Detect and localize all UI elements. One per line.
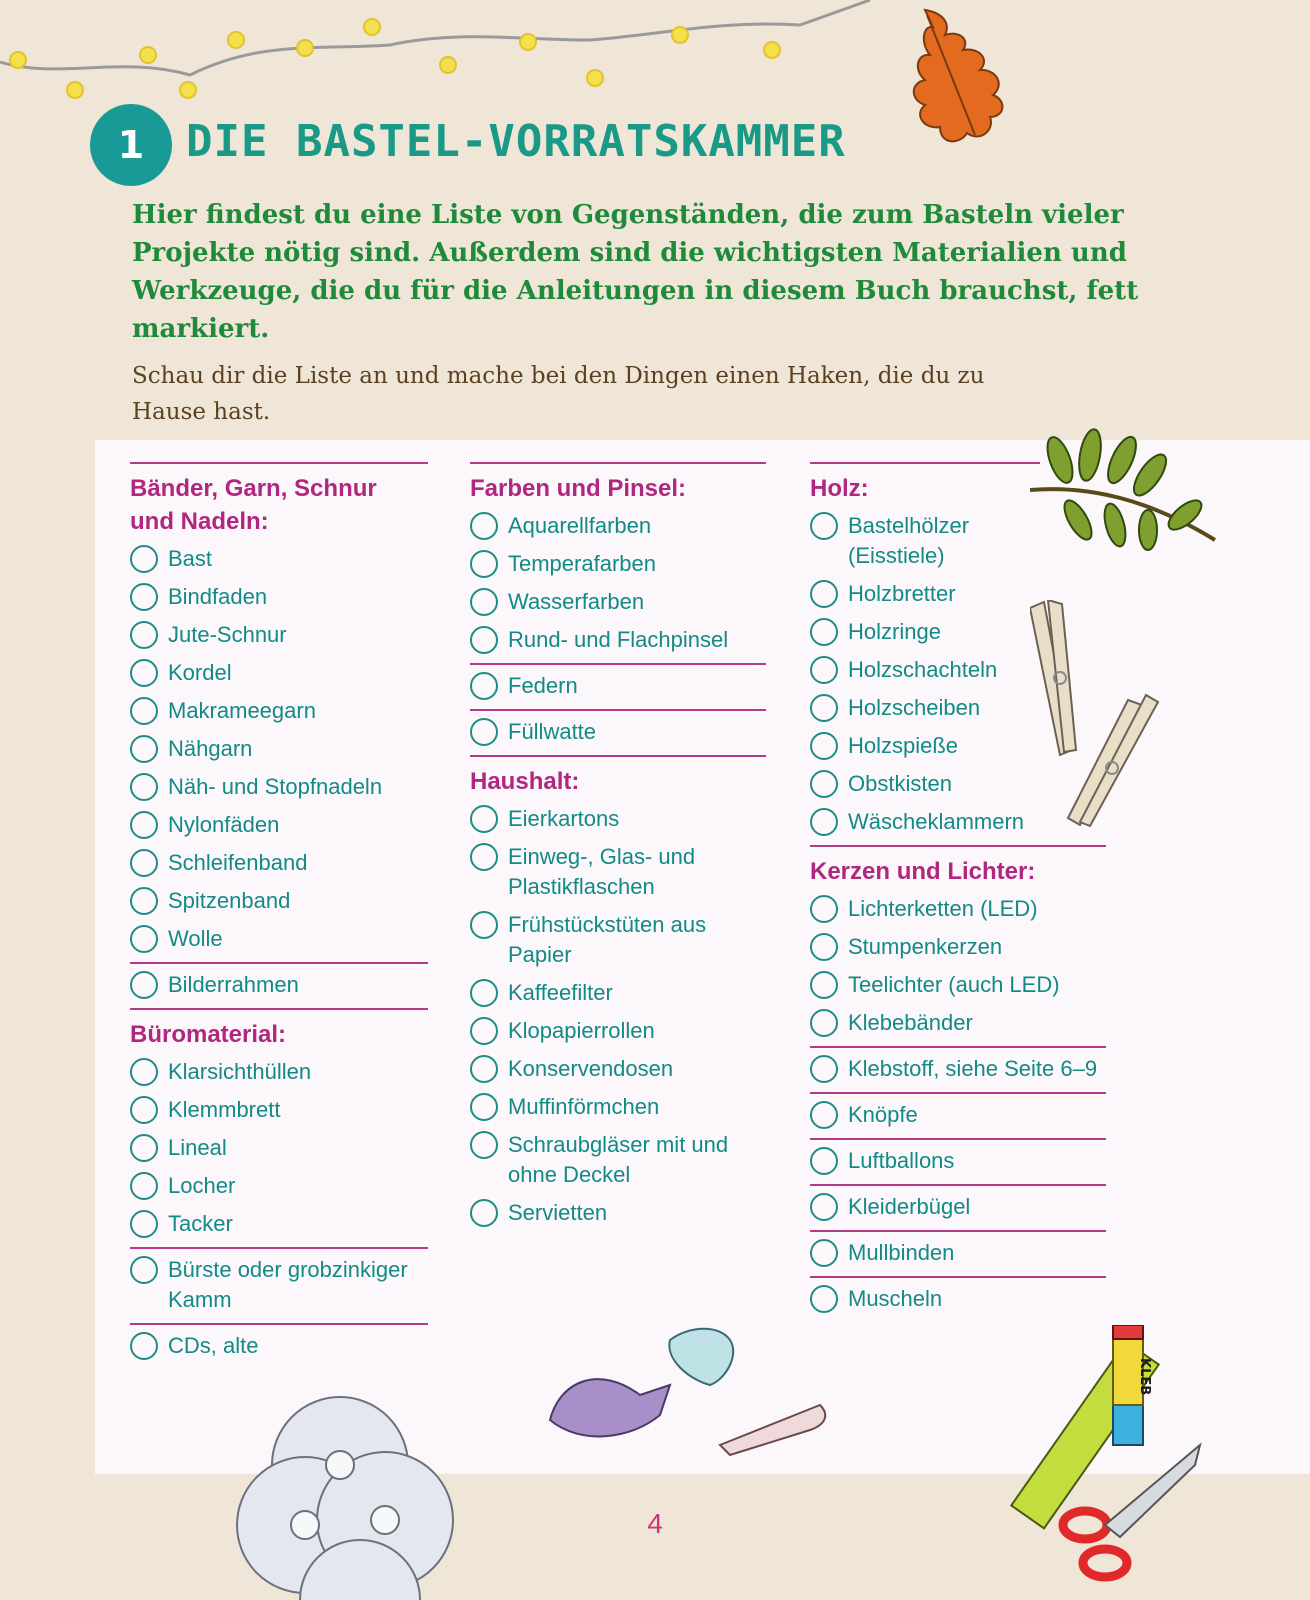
- list-item[interactable]: [130, 772, 428, 802]
- checkbox[interactable]: [810, 580, 838, 608]
- item-label: Spitzenband: [168, 888, 291, 913]
- checkbox[interactable]: [470, 718, 498, 746]
- group-muscheln: [810, 1276, 1106, 1314]
- list-item[interactable]: [130, 734, 428, 764]
- list-item[interactable]: [810, 1008, 1106, 1038]
- item-label: Rund- und Flachpinsel: [508, 627, 729, 652]
- item-label: Bilderrahmen: [168, 972, 299, 997]
- list-item[interactable]: [810, 1192, 1106, 1222]
- checkbox[interactable]: [810, 618, 838, 646]
- list-item[interactable]: [810, 693, 1040, 723]
- checkbox[interactable]: [130, 545, 158, 573]
- seashells-illustration: [540, 1325, 850, 1465]
- group-farben: [470, 462, 766, 655]
- chapter-number-badge: 1: [90, 104, 172, 186]
- group-klebstoff: [810, 1046, 1106, 1084]
- checkbox[interactable]: [130, 1134, 158, 1162]
- checkbox[interactable]: [130, 1096, 158, 1124]
- item-label: Bürste oder grobzinkiger Kamm: [168, 1257, 408, 1312]
- list-item[interactable]: [810, 1238, 1106, 1268]
- item-label: Muffinförmchen: [508, 1094, 660, 1119]
- group-cds: [130, 1323, 428, 1361]
- list-item[interactable]: [130, 848, 428, 878]
- list-item[interactable]: [130, 1095, 428, 1125]
- checkbox[interactable]: [470, 1055, 498, 1083]
- item-label: Nylonfäden: [168, 812, 280, 837]
- checkbox[interactable]: [470, 1199, 498, 1227]
- checkbox[interactable]: [810, 1101, 838, 1129]
- list-item[interactable]: [130, 582, 428, 612]
- item-label: Lineal: [168, 1135, 227, 1160]
- cds-illustration: [235, 1395, 475, 1600]
- list-item[interactable]: [130, 970, 428, 1000]
- group-holz: [810, 462, 1040, 837]
- checkbox[interactable]: [810, 933, 838, 961]
- item-label: Servietten: [508, 1200, 608, 1225]
- list-item[interactable]: [130, 1133, 428, 1163]
- group-title: Haushalt:: [470, 768, 580, 795]
- checkbox[interactable]: [470, 672, 498, 700]
- item-label: Kaffeefilter: [508, 980, 613, 1005]
- list-item[interactable]: [130, 1255, 428, 1315]
- group-kerzen: [810, 845, 1106, 1038]
- item-label: Wolle: [168, 926, 223, 951]
- item-label: Locher: [168, 1173, 236, 1198]
- group-title: Kerzen und Lichter:: [810, 858, 1036, 885]
- item-label: Klarsichthüllen: [168, 1059, 312, 1084]
- checkbox[interactable]: [130, 811, 158, 839]
- group-bilderrahmen: [130, 962, 428, 1000]
- checkbox[interactable]: [470, 1093, 498, 1121]
- checklist-column-2: [470, 462, 766, 1236]
- checkbox[interactable]: [810, 1055, 838, 1083]
- list-item[interactable]: [470, 511, 766, 541]
- group-haushalt: [470, 755, 766, 1228]
- list-item[interactable]: [810, 1100, 1106, 1130]
- item-label: Wasserfarben: [508, 589, 645, 614]
- item-label: Bindfaden: [168, 584, 268, 609]
- list-item[interactable]: [810, 617, 1040, 647]
- list-item[interactable]: [470, 1198, 766, 1228]
- checkbox[interactable]: [130, 621, 158, 649]
- checkbox[interactable]: [810, 656, 838, 684]
- item-label: Jute-Schnur: [168, 622, 287, 647]
- checkbox[interactable]: [130, 925, 158, 953]
- item-label: Schraubgläser mit und ohne Deckel: [508, 1132, 729, 1187]
- item-label: Wäscheklammern: [848, 809, 1025, 834]
- item-label: Eierkartons: [508, 806, 620, 831]
- list-item[interactable]: [130, 544, 428, 574]
- checkbox[interactable]: [470, 588, 498, 616]
- list-item[interactable]: [810, 655, 1040, 685]
- checkbox[interactable]: [810, 971, 838, 999]
- checklist-column-3: [810, 462, 1106, 1322]
- checkbox[interactable]: [130, 583, 158, 611]
- list-item[interactable]: [810, 970, 1106, 1000]
- checklist-column-1: [130, 462, 428, 1369]
- item-label: Temperafarben: [508, 551, 656, 576]
- checkbox[interactable]: [470, 1131, 498, 1159]
- list-item[interactable]: [130, 620, 428, 650]
- item-label: Holzscheiben: [848, 695, 981, 720]
- checkbox[interactable]: [130, 1332, 158, 1360]
- checkbox[interactable]: [470, 550, 498, 578]
- item-label: Holzbretter: [848, 581, 956, 606]
- group-title: Bänder, Garn, Schnur und Nadeln:: [130, 475, 377, 535]
- checkbox[interactable]: [470, 979, 498, 1007]
- checkbox[interactable]: [130, 1256, 158, 1284]
- list-item[interactable]: [470, 842, 766, 902]
- list-item[interactable]: [470, 1130, 766, 1190]
- checkbox[interactable]: [130, 849, 158, 877]
- group-luftballons: [810, 1138, 1106, 1176]
- checkbox[interactable]: [470, 805, 498, 833]
- list-item[interactable]: [130, 1209, 428, 1239]
- list-item[interactable]: [470, 717, 766, 747]
- checkbox[interactable]: [810, 808, 838, 836]
- item-label: Obstkisten: [848, 771, 952, 796]
- page-number: 4: [647, 1508, 663, 1539]
- list-item[interactable]: [810, 511, 1040, 571]
- checkbox[interactable]: [810, 1239, 838, 1267]
- glue-stick-label: KLEB: [1137, 1358, 1152, 1396]
- list-item[interactable]: [810, 731, 1040, 761]
- item-label: Bast: [168, 546, 213, 571]
- checkbox[interactable]: [810, 770, 838, 798]
- checkbox[interactable]: [810, 694, 838, 722]
- list-item[interactable]: [810, 894, 1106, 924]
- item-label: Holzschachteln: [848, 657, 998, 682]
- list-item[interactable]: [470, 1054, 766, 1084]
- item-label: Stumpenkerzen: [848, 934, 1003, 959]
- item-label: Füllwatte: [508, 719, 597, 744]
- checkbox[interactable]: [130, 887, 158, 915]
- list-item[interactable]: [810, 932, 1106, 962]
- checkbox[interactable]: [130, 697, 158, 725]
- instruction-text: Schau dir die Liste an und mache bei den Dingen einen Haken, die du zu Hause hast.: [132, 363, 985, 425]
- item-label: Muscheln: [848, 1286, 943, 1311]
- item-label: Bastelhölzer (Eisstiele): [848, 513, 970, 568]
- group-title: Büromaterial:: [130, 1021, 287, 1048]
- item-label: Schleifenband: [168, 850, 308, 875]
- item-label: Holzringe: [848, 619, 941, 644]
- checkbox[interactable]: [470, 843, 498, 871]
- fairy-lights-illustration: [0, 0, 900, 110]
- group-title: Holz:: [810, 475, 869, 502]
- checkbox[interactable]: [470, 626, 498, 654]
- list-item[interactable]: [470, 587, 766, 617]
- item-label: Frühstückstüten aus Papier: [508, 912, 707, 967]
- item-label: Federn: [508, 673, 578, 698]
- item-label: Klebstoff, siehe Seite 6–9: [848, 1056, 1098, 1081]
- group-federn: [470, 663, 766, 701]
- checkbox[interactable]: [130, 773, 158, 801]
- list-item[interactable]: [810, 769, 1040, 799]
- list-item[interactable]: [470, 804, 766, 834]
- list-item[interactable]: [470, 1092, 766, 1122]
- checkbox[interactable]: [470, 1017, 498, 1045]
- list-item[interactable]: [130, 810, 428, 840]
- group-fuellwatte: [470, 709, 766, 747]
- list-item[interactable]: [130, 1057, 428, 1087]
- checkbox[interactable]: [810, 1147, 838, 1175]
- list-item[interactable]: [470, 625, 766, 655]
- item-label: Näh- und Stopfnadeln: [168, 774, 383, 799]
- list-item[interactable]: [130, 1331, 428, 1361]
- item-label: Luftballons: [848, 1148, 955, 1173]
- item-label: Lichterketten (LED): [848, 896, 1038, 921]
- item-label: Tacker: [168, 1211, 233, 1236]
- group-mullbinden: [810, 1230, 1106, 1268]
- list-item[interactable]: [130, 658, 428, 688]
- item-label: Kleiderbügel: [848, 1194, 971, 1219]
- item-label: Teelichter (auch LED): [848, 972, 1060, 997]
- item-label: Kordel: [168, 660, 232, 685]
- checkbox[interactable]: [810, 895, 838, 923]
- list-item[interactable]: [470, 671, 766, 701]
- group-baender: [130, 462, 428, 954]
- item-label: Knöpfe: [848, 1102, 918, 1127]
- intro-text: Hier findest du eine Liste von Gegenständen, die zum Basteln vieler Projekte nötig sind. Außerdem sind die wichtigsten Materialien und Werkzeuge, die du für die Anleitungen in diesem Buch brauchst, fett markiert.: [132, 200, 1139, 344]
- checkbox[interactable]: [810, 732, 838, 760]
- list-item[interactable]: [810, 1146, 1106, 1176]
- checkbox[interactable]: [130, 735, 158, 763]
- item-label: Mullbinden: [848, 1240, 955, 1265]
- list-item[interactable]: [130, 1171, 428, 1201]
- checkbox[interactable]: [810, 1009, 838, 1037]
- item-label: Aquarellfarben: [508, 513, 652, 538]
- checkbox[interactable]: [470, 911, 498, 939]
- checkbox[interactable]: [810, 1193, 838, 1221]
- list-item[interactable]: [130, 886, 428, 916]
- item-label: Holzspieße: [848, 733, 959, 758]
- group-knoepfe: [810, 1092, 1106, 1130]
- list-item[interactable]: [810, 579, 1040, 609]
- item-label: Konservendosen: [508, 1056, 674, 1081]
- list-item[interactable]: [130, 696, 428, 726]
- list-item[interactable]: [470, 549, 766, 579]
- list-item[interactable]: [470, 1016, 766, 1046]
- list-item[interactable]: [470, 978, 766, 1008]
- page-title: DIE BASTEL-VORRATSKAMMER: [186, 116, 846, 167]
- item-label: Einweg-, Glas- und Plastikflaschen: [508, 844, 696, 899]
- item-label: Klebebänder: [848, 1010, 973, 1035]
- item-label: Klemmbrett: [168, 1097, 281, 1122]
- item-label: Nähgarn: [168, 736, 253, 761]
- group-kleiderbuegel: [810, 1184, 1106, 1222]
- item-label: Klopapierrollen: [508, 1018, 655, 1043]
- checkbox[interactable]: [810, 1285, 838, 1313]
- craft-tools-illustration: [995, 1325, 1230, 1600]
- group-title: Farben und Pinsel:: [470, 475, 687, 502]
- autumn-leaf-illustration: [905, 5, 1015, 150]
- checkbox[interactable]: [130, 1210, 158, 1238]
- checkbox[interactable]: [810, 512, 838, 540]
- list-item[interactable]: [130, 924, 428, 954]
- group-bueromaterial: [130, 1008, 428, 1239]
- checkbox[interactable]: [130, 659, 158, 687]
- list-item[interactable]: [810, 1054, 1106, 1084]
- item-label: CDs, alte: [168, 1333, 259, 1358]
- list-item[interactable]: [810, 807, 1040, 837]
- item-label: Makrameegarn: [168, 698, 316, 723]
- checkbox[interactable]: [130, 1172, 158, 1200]
- list-item[interactable]: [810, 1284, 1106, 1314]
- checkbox[interactable]: [130, 971, 158, 999]
- group-buerste: [130, 1247, 428, 1315]
- checkbox[interactable]: [130, 1058, 158, 1086]
- list-item[interactable]: [470, 910, 766, 970]
- checkbox[interactable]: [470, 512, 498, 540]
